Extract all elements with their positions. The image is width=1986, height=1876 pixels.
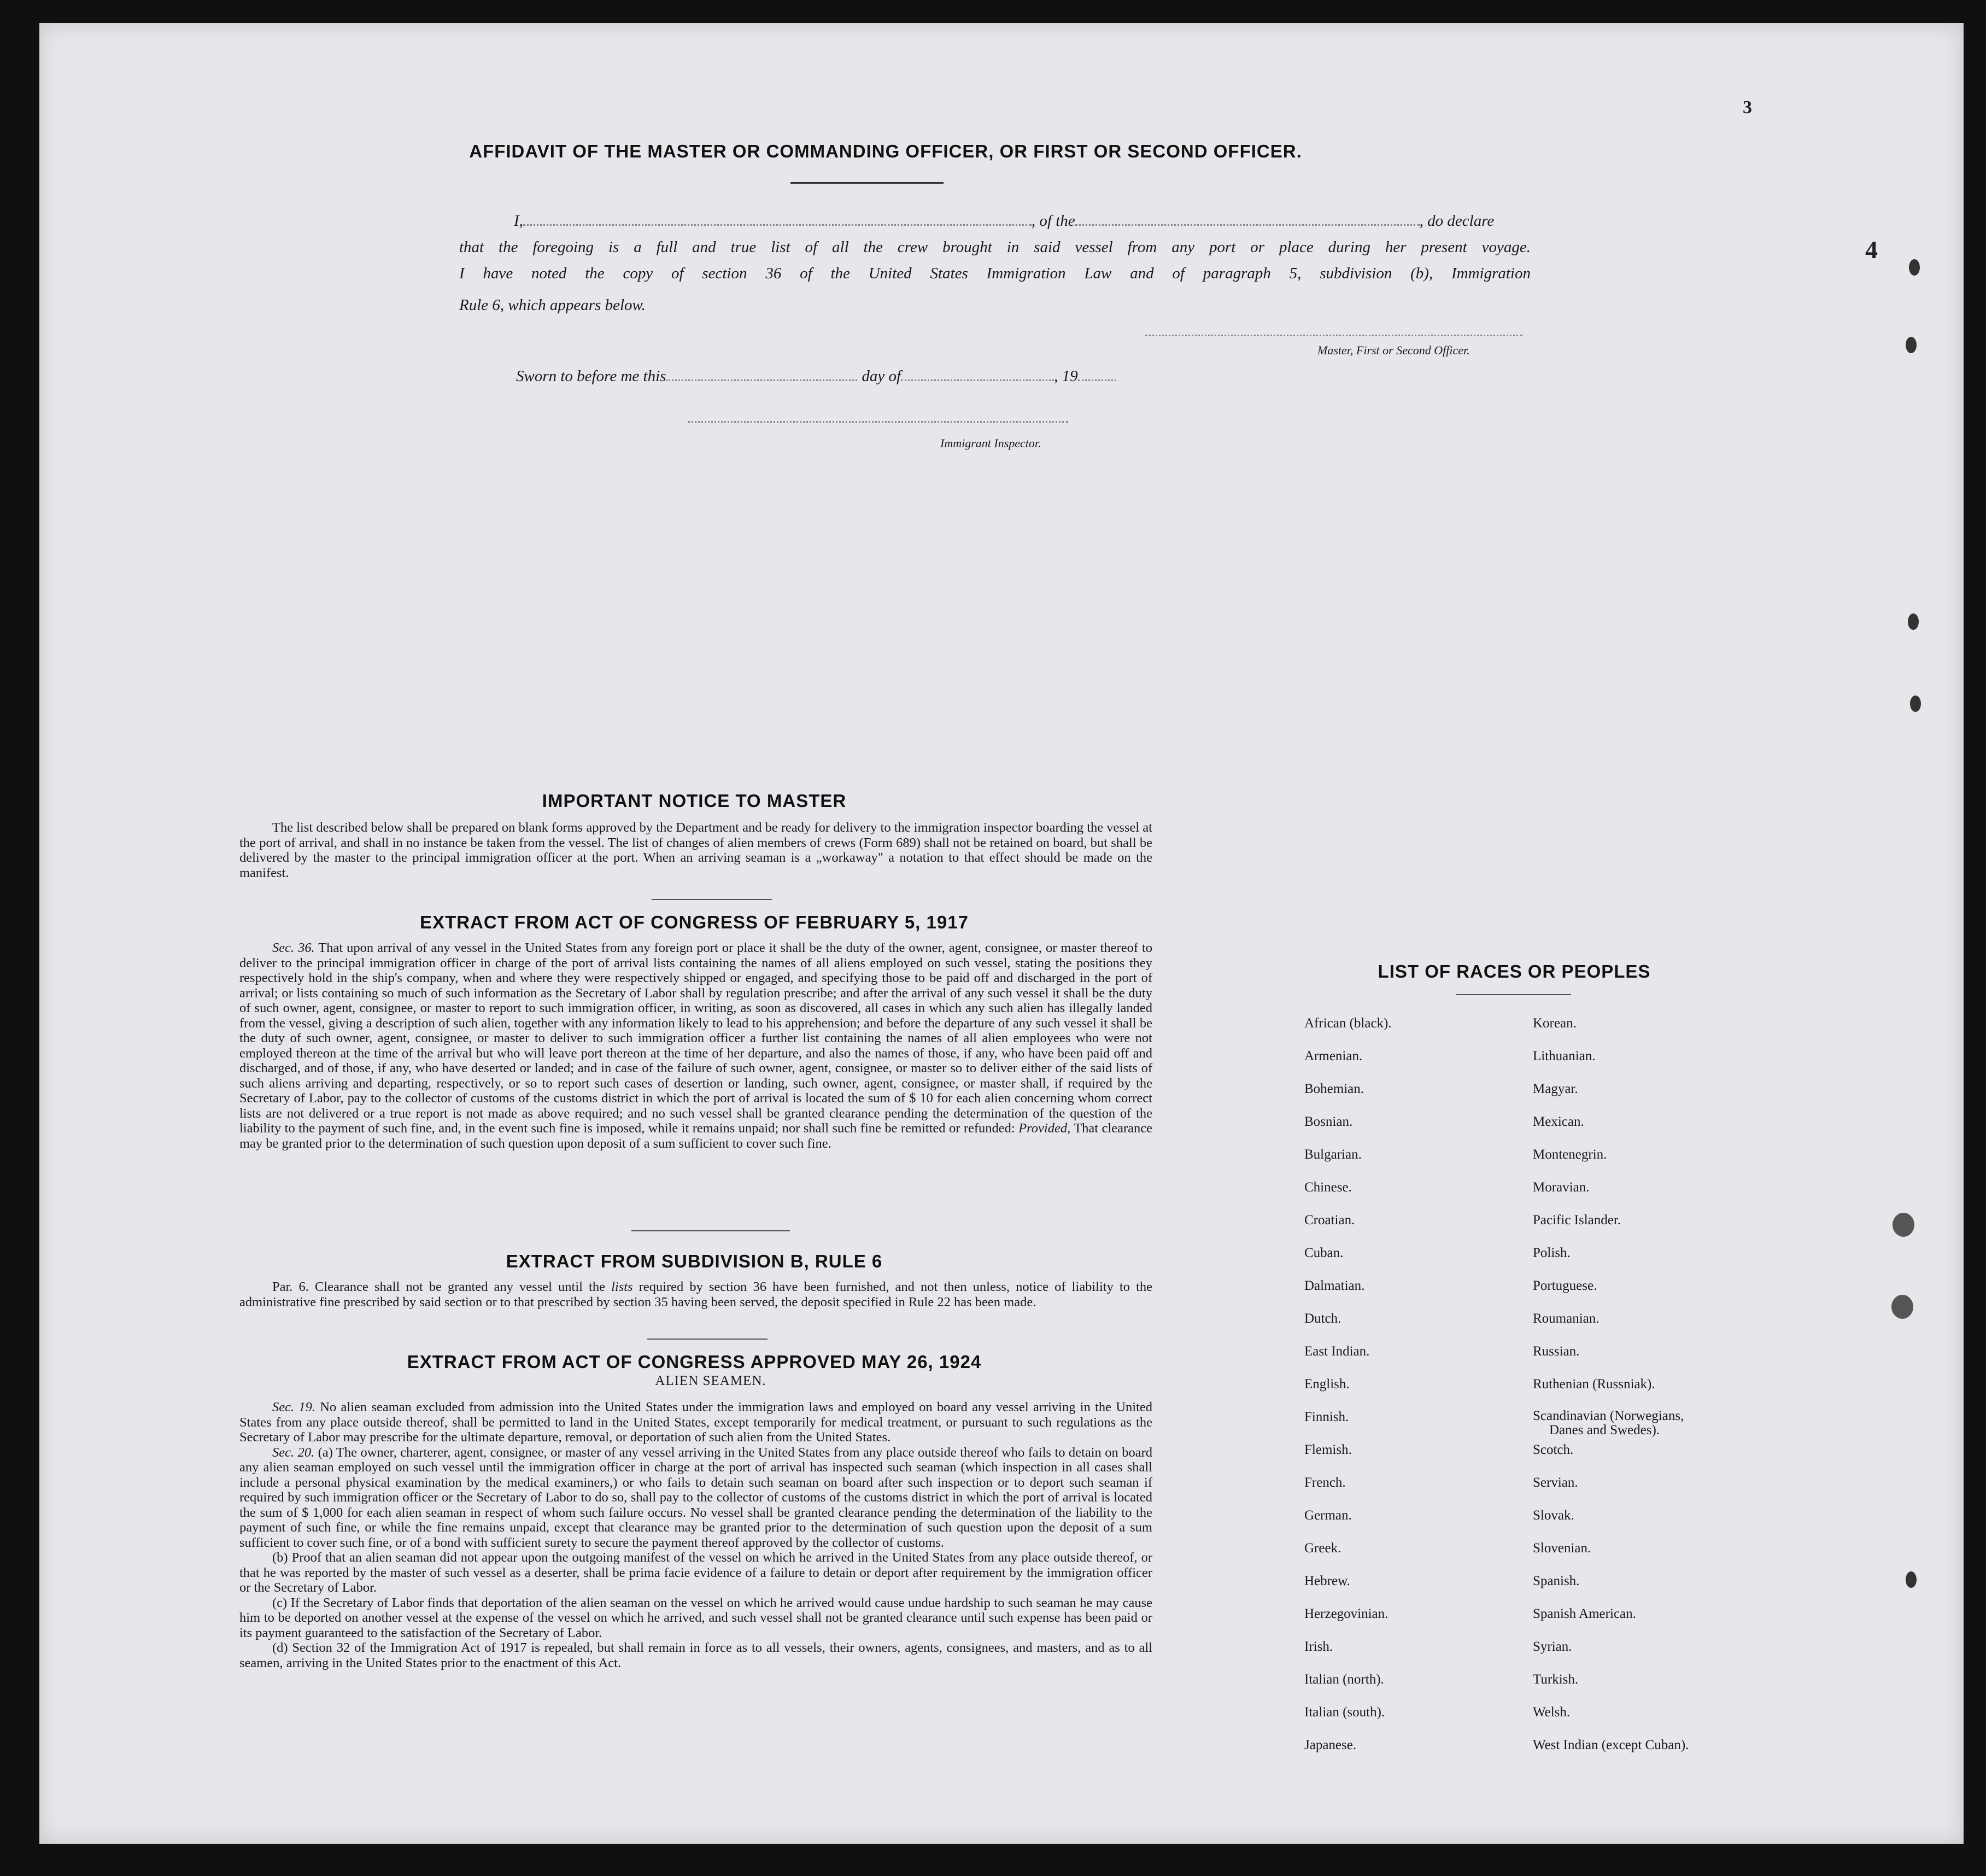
affidavit-of-the: , of the xyxy=(1031,212,1075,230)
rule6-paragraph xyxy=(239,1279,1152,1310)
race-item: Irish. xyxy=(1304,1639,1333,1654)
race-item: Mexican. xyxy=(1533,1114,1584,1129)
punch-hole xyxy=(1910,696,1921,712)
affidavit-do-declare: , do declare xyxy=(1419,212,1495,230)
race-item: Japanese. xyxy=(1304,1738,1357,1752)
sec-19-label: Sec. 19. xyxy=(272,1400,316,1415)
race-item: Flemish. xyxy=(1304,1442,1352,1457)
sec-36-text: That upon arrival of any vessel in the United States from any foreign port or place it shall be the duty of the owner, agent, consignee, or master thereof to deliver to the principal immigration officer in charge of the port of arrival lists containing the names of all aliens employed on such vessel, stating the positions they respectively hold in the ship's company, when and where they were respectively shipped or engaged, and specifying those to be paid off and discharged in the port of arrival; or lists containing so much of such information as the Secretary of Labor shall by regulation prescribe; and after the arrival of any such vessel it shall be the duty of such owner, agent, consignee, or master to report to such immigration officer, in writing, as soon as discovered, all cases in which any such alien has illegally landed from the vessel, giving a description of such alien, together with any information likely to lead to his apprehension; and before the departure of any such vessel it shall be the duty of such owner, agent, consignee, or master to deliver to such immigration officer a further list containing the names of all alien employees who were not employed thereon at the time of the arrival but who will leave port thereon at the time of her departure, and also the names of those, if any, who have been paid off and discharged, and of those, if any, who have deserted or landed; and in case of the failure of such owner, agent, consignee, or master so to deliver either of the said lists of such aliens arriving and departing, respectively, or so to report such cases of desertion or landing, such owner, agent, consignee, or master shall, if required by the Secretary of Labor, pay to the collector of customs of the customs district in which the port of arrival is located the sum of $ 10 for each alien concerning whom correct lists are not delivered or a true report is not made as above required; and no such vessel shall be granted clearance pending the determination of the question of the liability to the payment of such fine, and, in the event such fine is imposed, while it remains unpaid; nor shall such fine be remitted or refunded: xyxy=(239,940,1153,1136)
race-item: Danes and Swedes). xyxy=(1549,1423,1660,1437)
race-item: Magyar. xyxy=(1533,1082,1578,1096)
sec-20-label: Sec. 20. xyxy=(272,1445,315,1460)
notice-text xyxy=(239,820,1152,880)
race-item: Croatian. xyxy=(1304,1213,1355,1228)
race-item: English. xyxy=(1304,1377,1350,1392)
extract-rule6-rule xyxy=(647,1339,768,1340)
race-item: Italian (north). xyxy=(1304,1672,1384,1687)
punch-hole xyxy=(1909,259,1920,276)
sec-36-provided: Provided, xyxy=(1018,1121,1071,1136)
race-item: Spanish. xyxy=(1533,1574,1580,1588)
sworn-year-blank xyxy=(1078,379,1116,381)
race-item: Scandinavian (Norwegians, xyxy=(1533,1409,1684,1423)
race-item: Greek. xyxy=(1304,1541,1341,1556)
inspector-label: Immigrant Inspector. xyxy=(940,436,1041,450)
extract-1924-title: EXTRACT FROM ACT OF CONGRESS APPROVED MAY 26, 1924 xyxy=(407,1352,982,1372)
race-item: Finnish. xyxy=(1304,1410,1349,1424)
race-item: Bosnian. xyxy=(1304,1114,1353,1129)
rule6-lists: lists xyxy=(611,1279,633,1294)
extract-1917-title: EXTRACT FROM ACT OF CONGRESS OF FEBRUARY 5, 1917 xyxy=(420,912,969,932)
race-item: African (black). xyxy=(1304,1016,1392,1031)
sworn-day-of: day of xyxy=(862,367,901,385)
race-item: Syrian. xyxy=(1533,1639,1572,1654)
race-item: Dalmatian. xyxy=(1304,1278,1365,1293)
master-name-blank xyxy=(523,224,1032,226)
race-item: Ruthenian (Russniak). xyxy=(1533,1377,1655,1392)
race-item: Armenian. xyxy=(1304,1049,1363,1063)
sec-36-text-end: That clearance may be granted prior to the determination of such question upon deposit of a sum sufficient to cover such fine. xyxy=(239,1121,1153,1151)
affidavit-title-rule xyxy=(790,182,944,184)
race-item: German. xyxy=(1304,1508,1352,1523)
race-item: Bohemian. xyxy=(1304,1082,1364,1096)
sec-20c-paragraph: (c) If the Secretary of Labor finds that deportation of the alien seaman on the vessel on which he arrived would cause undue hardship to such seaman he may cause him to be deported on another vessel at the expense of the vessel on which he arrived, and such vessel shall not be granted clearance until such expense has been paid or its payment guaranteed to the satisfaction of the Secretary of Labor. xyxy=(239,1595,1152,1640)
sheet-number: 3 xyxy=(1743,97,1752,118)
race-item: Welsh. xyxy=(1533,1705,1571,1720)
sworn-line xyxy=(516,367,1116,385)
sec-36-label: Sec. 36. xyxy=(272,940,315,955)
race-item: Spanish American. xyxy=(1533,1606,1636,1621)
race-item: Turkish. xyxy=(1533,1672,1579,1687)
race-item: Korean. xyxy=(1533,1016,1577,1031)
extract-1924-subtitle: ALIEN SEAMEN. xyxy=(655,1374,766,1388)
race-item: Hebrew. xyxy=(1304,1574,1350,1588)
affidavit-i: I, xyxy=(514,212,523,230)
vessel-name-blank xyxy=(1075,224,1420,226)
race-item: Scotch. xyxy=(1533,1442,1574,1457)
punch-hole xyxy=(1906,337,1917,353)
sec-19-paragraph xyxy=(239,1400,1152,1445)
race-item: Dutch. xyxy=(1304,1311,1341,1326)
sec-20d-paragraph: (d) Section 32 of the Immigration Act of 1917 is repealed, but shall remain in force as to all vessels, their owners, agents, consignees, and masters, and as to all seamen, arriving in the United States prior to the enactment of this Act. xyxy=(239,1640,1152,1670)
race-item: French. xyxy=(1304,1475,1346,1490)
race-item: Italian (south). xyxy=(1304,1705,1385,1720)
extract-1924-text xyxy=(239,1400,1152,1670)
race-item: Russian. xyxy=(1533,1344,1580,1359)
punch-hole xyxy=(1906,1571,1917,1588)
notice-paragraph: The list described below shall be prepared on blank forms approved by the Department and be ready for delivery to the immigration inspector boarding the vessel at the port of arrival, and shall in no instance be taken from the vessel. The list of changes of alien members of crews (Form 689) shall not be retained on board, but shall be delivered by the master to the principal immigration officer at the port. When an arriving seaman is a „workaway" a notation to that effect should be made on the manifest. xyxy=(239,820,1152,880)
rule6-text-b: required by section 36 have been furnished, and not then unless, notice of liability to the administrative fine prescribed by said section or to that prescribed by section 35 having been served, the deposit specified in Rule 22 has been made. xyxy=(239,1279,1153,1310)
race-item: Slovenian. xyxy=(1533,1541,1591,1556)
sec-19-text: No alien seaman excluded from admission into the United States under the immigration laws and employed on board any vessel arriving in the United States from any place outside thereof, shall be permitted to land in the United States, except temporarily for medical treatment, or pursuant to such regulations as the Secretary of Labor may prescribe for the ultimate departure, removal, or deportation of such alien from the United States. xyxy=(239,1400,1153,1445)
sec-36-paragraph xyxy=(239,940,1152,1151)
punch-hole xyxy=(1893,1213,1914,1237)
signature-blank xyxy=(1145,335,1522,336)
punch-hole xyxy=(1891,1295,1913,1319)
races-title-rule xyxy=(1456,994,1571,995)
affidavit-title: AFFIDAVIT OF THE MASTER OR COMMANDING OFFICER, OR FIRST OR SECOND OFFICER. xyxy=(469,141,1302,161)
race-item: Montenegrin. xyxy=(1533,1147,1607,1162)
race-item: Slovak. xyxy=(1533,1508,1574,1523)
sec-20b-paragraph: (b) Proof that an alien seaman did not appear upon the outgoing manifest of the vessel on which he arrived in the United States from any place outside thereof, or that he was reported by the master of such vessel as a deserter, shall be prima facie evidence of a failure to detain or deport after requirement by the immigration officer or the Secretary of Labor. xyxy=(239,1550,1152,1595)
notice-rule xyxy=(652,899,772,900)
race-item: West Indian (except Cuban). xyxy=(1533,1738,1689,1752)
race-item: Herzegovinian. xyxy=(1304,1606,1389,1621)
affidavit-line-4: Rule 6, which appears below. xyxy=(459,296,646,314)
sworn-month-blank xyxy=(901,379,1054,381)
race-item: Roumanian. xyxy=(1533,1311,1600,1326)
inspector-signature-blank xyxy=(688,421,1068,423)
sworn-day-blank xyxy=(666,379,857,381)
race-item: Chinese. xyxy=(1304,1180,1352,1195)
race-item: Lithuanian. xyxy=(1533,1049,1596,1063)
rule6-text-a: Par. 6. Clearance shall not be granted any vessel until the xyxy=(272,1279,605,1294)
sec-20a-paragraph xyxy=(239,1445,1152,1551)
punch-hole xyxy=(1908,613,1919,630)
race-item: Polish. xyxy=(1533,1246,1571,1260)
page-number: 4 xyxy=(1865,236,1878,264)
race-item: Pacific Islander. xyxy=(1533,1213,1621,1228)
signature-label: Master, First or Second Officer. xyxy=(1317,343,1470,357)
affidavit-line-3: I have noted the copy of section 36 of the United States Immigration Law and of paragraph 5, subdivision (b), Immigration xyxy=(459,265,1531,282)
extract-rule6-text xyxy=(239,1279,1152,1310)
race-item: Moravian. xyxy=(1533,1180,1590,1195)
sworn-year: , 19 xyxy=(1054,367,1078,385)
race-item: Bulgarian. xyxy=(1304,1147,1362,1162)
races-title: LIST OF RACES OR PEOPLES xyxy=(1378,961,1651,981)
race-item: Portuguese. xyxy=(1533,1278,1597,1293)
extract-1917-text xyxy=(239,940,1152,1151)
race-item: Servian. xyxy=(1533,1475,1578,1490)
notice-title: IMPORTANT NOTICE TO MASTER xyxy=(542,791,847,811)
race-item: East Indian. xyxy=(1304,1344,1370,1359)
affidavit-line-1 xyxy=(514,212,1494,230)
race-item: Cuban. xyxy=(1304,1246,1344,1260)
affidavit-line-2: that the foregoing is a full and true list of all the crew brought in said vessel from any port or place during her present voyage. xyxy=(459,238,1531,256)
sec-20a-text: (a) The owner, charterer, agent, consignee, or master of any vessel arriving in the United States from any place outside thereof who fails to detain on board any alien seaman employed on such vessel until the immigration officer in charge at the port of arrival has inspected such seaman (which inspection in all cases shall include a personal physical examination by the medical examiners,) or who fails to detain such seaman on board after such inspection or to deport such seaman if required by such immigration officer or the Secretary of Labor to do so, shall pay to the collector of customs of the customs district in which the port of arrival is located the sum of $ 1,000 for each alien seaman in respect of whom such failure occurs. No vessel shall be granted clearance pending the determination of the liability to the payment of such fine, or while the fine remains unpaid, except that clearance may be granted prior to the determination of such question upon the deposit of a sum sufficient to cover such fine, or of a bond with sufficient surety to secure the payment thereof approved by the collector of customs. xyxy=(239,1445,1153,1550)
sworn-label: Sworn to before me this xyxy=(516,367,666,385)
extract-rule6-title: EXTRACT FROM SUBDIVISION B, RULE 6 xyxy=(506,1251,883,1271)
extract-1917-rule xyxy=(631,1230,790,1231)
